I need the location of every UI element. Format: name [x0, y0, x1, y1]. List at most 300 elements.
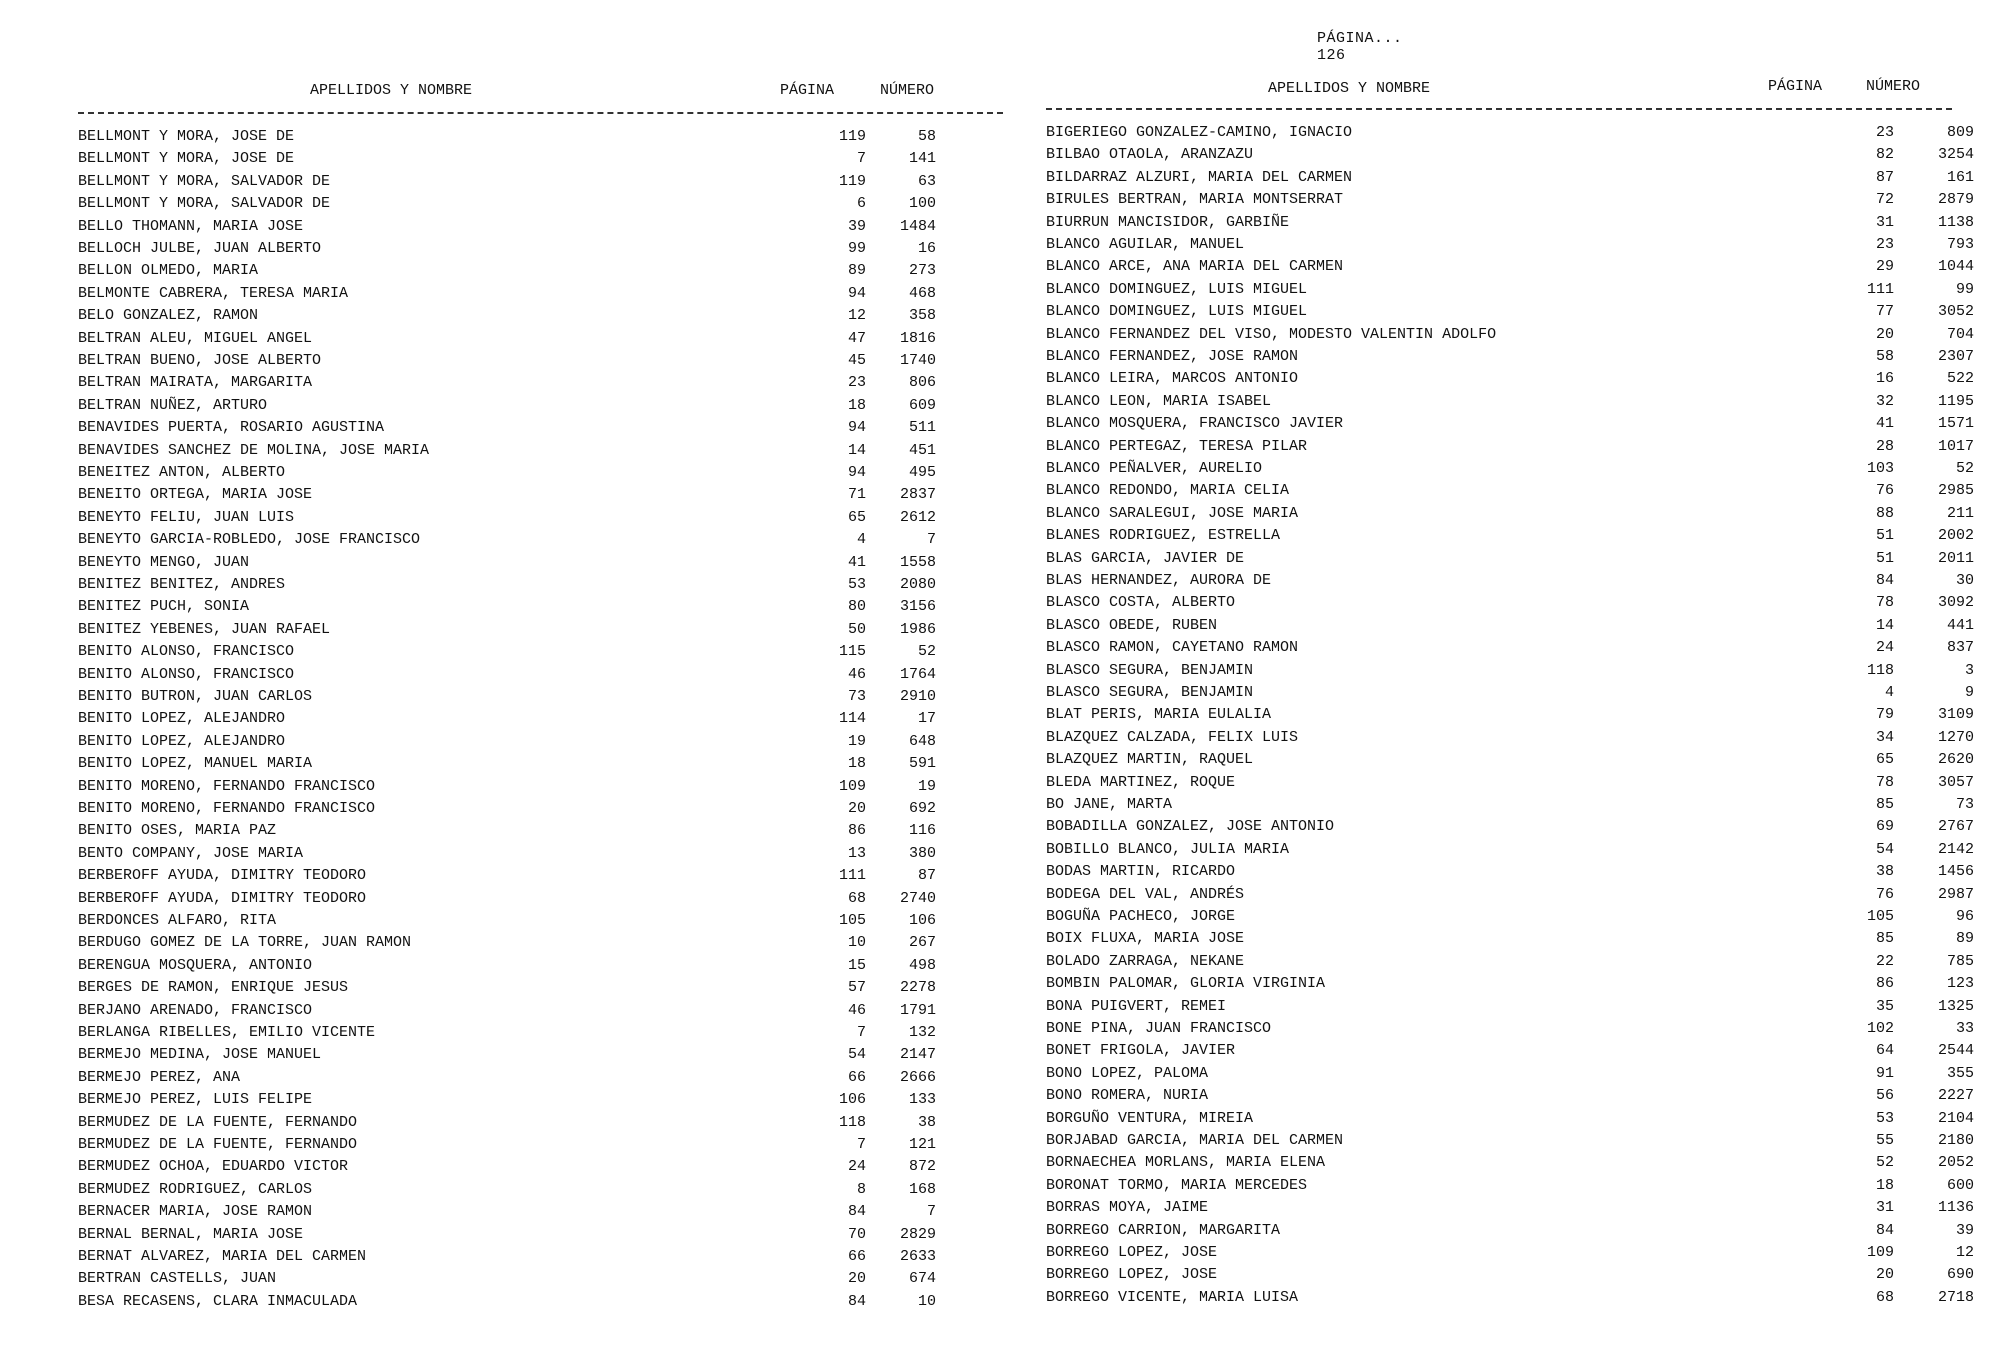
entry-name: BILBAO OTAOLA, ARANZAZU — [1046, 146, 1254, 164]
entry-name: BENITO ALONSO, FRANCISCO — [78, 643, 295, 661]
entry-page: 77 — [1875, 303, 1894, 321]
entry-name: BELLO THOMANN, MARIA JOSE — [78, 217, 304, 235]
entry-name: BERGES DE RAMON, ENRIQUE JESUS — [78, 979, 349, 997]
entry-number: 648 — [908, 732, 936, 750]
entry-page: 76 — [1875, 885, 1894, 903]
entry-page: 15 — [847, 956, 866, 974]
entry-number: 3057 — [1937, 773, 1974, 791]
entry-page: 14 — [1875, 616, 1894, 634]
entry-name: BENITEZ PUCH, SONIA — [78, 598, 250, 616]
entry-page: 78 — [1875, 594, 1894, 612]
entry-number: 692 — [908, 800, 936, 817]
entry-page: 103 — [1866, 460, 1894, 477]
entry-page: 70 — [847, 1225, 866, 1243]
entry-page: 115 — [838, 643, 866, 661]
entry-name: BERNACER MARIA, JOSE RAMON — [78, 1203, 313, 1221]
entry-page: 86 — [847, 822, 866, 840]
entry-number: 1986 — [899, 620, 936, 638]
entry-name: BONE PINA, JUAN FRANCISCO — [1046, 1020, 1272, 1037]
entry-number: 2767 — [1937, 818, 1974, 836]
entry-page: 114 — [838, 710, 866, 728]
entry-number: 161 — [1946, 168, 1974, 186]
entry-page: 65 — [847, 508, 866, 526]
entry-page: 73 — [847, 688, 866, 705]
entry-page: 64 — [1875, 1042, 1894, 1060]
entry-number: 17 — [917, 710, 936, 728]
entry-page: 94 — [847, 464, 866, 481]
entry-name: BENITO LOPEZ, ALEJANDRO — [78, 732, 286, 750]
entry-number: 1195 — [1937, 392, 1974, 410]
entry-number: 2544 — [1937, 1042, 1974, 1060]
entry-name: BERDONCES ALFARO, RITA — [78, 912, 277, 929]
entry-name: BORREGO LOPEZ, JOSE — [1046, 1266, 1218, 1284]
entry-name: BENEYTO MENGO, JUAN — [78, 553, 250, 571]
entry-page: 18 — [1875, 1176, 1894, 1194]
entry-name: BOBILLO BLANCO, JULIA MARIA — [1046, 840, 1290, 858]
entry-number: 3 — [1964, 661, 1974, 679]
entry-page: 35 — [1875, 997, 1894, 1015]
entry-number: 2829 — [899, 1225, 936, 1243]
entry-number: 2879 — [1937, 191, 1974, 209]
entry-page: 23 — [1875, 236, 1894, 253]
entry-name: BELLMONT Y MORA, SALVADOR DE — [78, 172, 331, 190]
entry-number: 123 — [1946, 975, 1974, 993]
entry-page: 53 — [1875, 1109, 1894, 1127]
entry-name: BONA PUIGVERT, REMEI — [1046, 997, 1227, 1015]
entry-name: BONO ROMERA, NURIA — [1046, 1087, 1209, 1105]
entry-page: 7 — [856, 1136, 866, 1153]
entry-page: 84 — [1875, 572, 1894, 589]
entry-page: 72 — [1875, 191, 1894, 209]
entry-name: BENITO LOPEZ, ALEJANDRO — [78, 710, 286, 728]
entry-name: BERBEROFF AYUDA, DIMITRY TEODORO — [78, 889, 367, 907]
entry-number: 211 — [1946, 504, 1974, 522]
entry-name: BENTO COMPANY, JOSE MARIA — [78, 844, 304, 862]
entry-name: BELMONTE CABRERA, TERESA MARIA — [78, 284, 349, 302]
entry-number: 7 — [926, 1203, 936, 1221]
entry-number: 96 — [1955, 908, 1974, 925]
entry-name: BLANCO PERTEGAZ, TERESA PILAR — [1046, 437, 1308, 455]
entry-name: BO JANE, MARTA — [1046, 796, 1173, 813]
entry-number: 1816 — [899, 329, 936, 347]
entry-name: BOLADO ZARRAGA, NEKANE — [1046, 952, 1245, 970]
entry-number: 511 — [908, 419, 936, 437]
entry-page: 118 — [1866, 661, 1894, 679]
entry-number: 2985 — [1937, 482, 1974, 500]
entry-name: BLAS HERNANDEZ, AURORA DE — [1046, 572, 1272, 589]
entry-name: BERNAT ALVAREZ, MARIA DEL CARMEN — [78, 1248, 367, 1265]
entry-name: BLAZQUEZ CALZADA, FELIX LUIS — [1046, 728, 1299, 746]
entry-number: 1270 — [1937, 728, 1974, 746]
entry-number: 3254 — [1937, 146, 1974, 164]
entry-number: 2718 — [1937, 1288, 1974, 1306]
entry-page: 91 — [1875, 1064, 1894, 1082]
entry-name: BERMUDEZ OCHOA, EDUARDO VICTOR — [78, 1158, 349, 1176]
left-header-page: PÁGINA — [780, 82, 835, 99]
entry-number: 39 — [1955, 1221, 1974, 1239]
entry-number: 2987 — [1937, 885, 1974, 903]
entry-name: BELLMONT Y MORA, JOSE DE — [78, 150, 295, 168]
entry-number: 690 — [1946, 1266, 1974, 1284]
entry-number: 52 — [917, 643, 936, 661]
entry-page: 66 — [847, 1248, 866, 1265]
entry-page: 99 — [847, 240, 866, 257]
entry-page: 78 — [1875, 773, 1894, 791]
entry-name: BLEDA MARTINEZ, ROQUE — [1046, 773, 1236, 791]
entry-name: BIRULES BERTRAN, MARIA MONTSERRAT — [1046, 191, 1344, 209]
entry-name: BERLANGA RIBELLES, EMILIO VICENTE — [78, 1024, 376, 1041]
entry-page: 56 — [1875, 1087, 1894, 1105]
entry-name: BLANES RODRIGUEZ, ESTRELLA — [1046, 527, 1281, 545]
entry-number: 591 — [908, 755, 936, 773]
entry-number: 19 — [917, 777, 936, 795]
entry-name: BELO GONZALEZ, RAMON — [78, 307, 259, 325]
entry-number: 1017 — [1937, 437, 1974, 455]
entry-page: 84 — [847, 1292, 866, 1310]
entry-page: 119 — [838, 172, 866, 190]
entry-number: 498 — [908, 956, 936, 974]
entry-page: 111 — [838, 867, 866, 885]
entry-name: BOMBIN PALOMAR, GLORIA VIRGINIA — [1046, 975, 1326, 993]
entry-number: 7 — [926, 531, 936, 549]
entry-name: BORRAS MOYA, JAIME — [1046, 1199, 1209, 1217]
entry-name: BERENGUA MOSQUERA, ANTONIO — [78, 956, 313, 974]
entry-name: BIURRUN MANCISIDOR, GARBIÑE — [1046, 213, 1290, 231]
entry-page: 79 — [1875, 706, 1894, 724]
entry-name: BLANCO SARALEGUI, JOSE MARIA — [1046, 504, 1299, 522]
entry-number: 2910 — [899, 688, 936, 705]
entry-number: 38 — [917, 1113, 936, 1131]
entry-number: 674 — [908, 1270, 936, 1288]
entry-number: 3052 — [1937, 303, 1974, 321]
entry-number: 872 — [908, 1158, 936, 1176]
entry-number: 87 — [917, 867, 936, 885]
entry-page: 106 — [838, 1091, 866, 1109]
entry-page: 84 — [847, 1203, 866, 1221]
entry-page: 71 — [847, 486, 866, 504]
entry-page: 29 — [1875, 258, 1894, 276]
entry-number: 785 — [1946, 952, 1974, 970]
entry-name: BORNAECHEA MORLANS, MARIA ELENA — [1046, 1154, 1326, 1172]
entry-page: 22 — [1875, 952, 1894, 970]
entry-page: 45 — [847, 352, 866, 369]
entry-name: BORONAT TORMO, MARIA MERCEDES — [1046, 1176, 1308, 1194]
entry-name: BELLON OLMEDO, MARIA — [78, 262, 259, 280]
entry-number: 2837 — [899, 486, 936, 504]
entry-page: 54 — [1875, 840, 1894, 858]
entry-page: 65 — [1875, 751, 1894, 769]
entry-name: BONO LOPEZ, PALOMA — [1046, 1064, 1209, 1082]
entry-number: 358 — [908, 307, 936, 325]
entry-page: 105 — [1866, 908, 1894, 925]
entry-page: 82 — [1875, 146, 1894, 164]
entry-page: 58 — [1875, 348, 1894, 365]
entry-name: BENEITEZ ANTON, ALBERTO — [78, 464, 286, 481]
entry-page: 47 — [847, 329, 866, 347]
entry-name: BERMUDEZ RODRIGUEZ, CARLOS — [78, 1180, 313, 1198]
right-header-name: APELLIDOS Y NOMBRE — [1268, 80, 1431, 97]
entry-number: 809 — [1946, 124, 1974, 141]
entry-number: 121 — [908, 1136, 936, 1153]
entry-number: 1484 — [899, 217, 936, 235]
entry-page: 54 — [847, 1046, 866, 1064]
entry-number: 1740 — [899, 352, 936, 369]
entry-page: 19 — [847, 732, 866, 750]
entry-number: 2227 — [1937, 1087, 1974, 1105]
entry-number: 1764 — [899, 665, 936, 683]
entry-name: BERJANO ARENADO, FRANCISCO — [78, 1001, 313, 1019]
entry-name: BELLMONT Y MORA, SALVADOR DE — [78, 195, 331, 213]
entry-page: 7 — [856, 150, 866, 168]
entry-number: 1456 — [1937, 863, 1974, 881]
entry-number: 2080 — [899, 576, 936, 593]
entry-page: 23 — [1875, 124, 1894, 141]
entry-page: 20 — [1875, 325, 1894, 343]
entry-number: 2011 — [1937, 549, 1974, 567]
entry-page: 119 — [838, 128, 866, 145]
left-header-number: NÚMERO — [880, 82, 935, 99]
entry-number: 441 — [1946, 616, 1974, 634]
entry-name: BLAZQUEZ MARTIN, RAQUEL — [1046, 751, 1254, 769]
entry-page: 111 — [1866, 280, 1894, 298]
entry-page: 68 — [1875, 1288, 1894, 1306]
entry-number: 63 — [917, 172, 936, 190]
entry-number: 2147 — [899, 1046, 936, 1064]
entry-name: BLAT PERIS, MARIA EULALIA — [1046, 706, 1272, 724]
entry-number: 600 — [1946, 1176, 1974, 1194]
entry-page: 50 — [847, 620, 866, 638]
entry-name: BORREGO LOPEZ, JOSE — [1046, 1244, 1218, 1261]
entry-name: BENITO ALONSO, FRANCISCO — [78, 665, 295, 683]
entry-number: 3156 — [899, 598, 936, 616]
entry-name: BENEYTO FELIU, JUAN LUIS — [78, 508, 295, 526]
entry-name: BENITO OSES, MARIA PAZ — [78, 822, 277, 840]
entry-number: 12 — [1955, 1244, 1974, 1261]
right-header-divider — [1046, 108, 1952, 110]
entry-number: 73 — [1955, 796, 1974, 813]
entry-number: 1571 — [1937, 415, 1974, 433]
entry-page: 6 — [856, 195, 866, 213]
entry-page: 84 — [1875, 1221, 1894, 1239]
entry-page: 51 — [1875, 527, 1894, 545]
entry-number: 3109 — [1937, 706, 1974, 724]
entry-number: 267 — [908, 934, 936, 952]
entry-number: 704 — [1946, 325, 1974, 343]
entry-page: 16 — [1875, 370, 1894, 388]
entry-name: BENAVIDES PUERTA, ROSARIO AGUSTINA — [78, 419, 385, 437]
entry-name: BELLMONT Y MORA, JOSE DE — [78, 128, 295, 145]
entry-name: BODAS MARTIN, RICARDO — [1046, 863, 1236, 881]
entry-name: BENAVIDES SANCHEZ DE MOLINA, JOSE MARIA — [78, 441, 430, 459]
entry-number: 2002 — [1937, 527, 1974, 545]
left-header-divider — [78, 112, 1003, 114]
entry-name: BLASCO SEGURA, BENJAMIN — [1046, 661, 1254, 679]
entry-number: 2052 — [1937, 1154, 1974, 1172]
entry-name: BERTRAN CASTELLS, JUAN — [78, 1270, 277, 1288]
entry-name: BLASCO OBEDE, RUBEN — [1046, 616, 1218, 634]
entry-number: 2633 — [899, 1248, 936, 1265]
entry-number: 2142 — [1937, 840, 1974, 858]
entry-page: 7 — [856, 1024, 866, 1041]
entry-number: 116 — [908, 822, 936, 840]
entry-number: 9 — [1964, 684, 1974, 701]
entry-page: 18 — [847, 755, 866, 773]
entry-number: 1325 — [1937, 997, 1974, 1015]
entry-number: 1138 — [1937, 213, 1974, 231]
entry-page: 12 — [847, 307, 866, 325]
entry-page: 52 — [1875, 1154, 1894, 1172]
entry-page: 32 — [1875, 392, 1894, 410]
entry-name: BELTRAN NUÑEZ, ARTURO — [78, 396, 268, 414]
page-header-number: 126 — [1317, 47, 1346, 64]
entry-number: 380 — [908, 844, 936, 862]
left-header-name: APELLIDOS Y NOMBRE — [310, 82, 473, 99]
entry-name: BENEITO ORTEGA, MARIA JOSE — [78, 486, 313, 504]
entry-page: 24 — [1875, 639, 1894, 657]
entry-page: 20 — [847, 800, 866, 817]
entry-page: 46 — [847, 665, 866, 683]
entry-name: BLANCO DOMINGUEZ, LUIS MIGUEL — [1046, 303, 1308, 321]
entry-page: 38 — [1875, 863, 1894, 881]
entry-page: 4 — [1884, 684, 1894, 701]
entry-name: BELTRAN ALEU, MIGUEL ANGEL — [78, 329, 313, 347]
entry-number: 2307 — [1937, 348, 1974, 365]
entry-number: 1558 — [899, 553, 936, 571]
entry-page: 13 — [847, 844, 866, 862]
entry-number: 522 — [1946, 370, 1974, 388]
entry-number: 100 — [908, 195, 936, 213]
entry-name: BERMUDEZ DE LA FUENTE, FERNANDO — [78, 1113, 358, 1131]
entry-number: 495 — [908, 464, 936, 481]
entry-page: 105 — [838, 912, 866, 929]
entry-page: 51 — [1875, 549, 1894, 567]
entry-name: BLANCO DOMINGUEZ, LUIS MIGUEL — [1046, 280, 1308, 298]
entry-page: 55 — [1875, 1132, 1894, 1149]
entry-page: 109 — [838, 777, 866, 795]
entry-page: 31 — [1875, 213, 1894, 231]
entry-number: 355 — [1946, 1064, 1974, 1082]
entry-name: BLANCO REDONDO, MARIA CELIA — [1046, 482, 1290, 500]
entry-name: BLASCO COSTA, ALBERTO — [1046, 594, 1236, 612]
entry-page: 23 — [847, 374, 866, 392]
entry-page: 20 — [847, 1270, 866, 1288]
entry-name: BILDARRAZ ALZURI, MARIA DEL CARMEN — [1046, 168, 1353, 186]
entry-number: 2666 — [899, 1068, 936, 1086]
entry-page: 31 — [1875, 1199, 1894, 1217]
entry-name: BERMEJO PEREZ, LUIS FELIPE — [78, 1091, 313, 1109]
entry-page: 88 — [1875, 504, 1894, 522]
entry-page: 8 — [856, 1180, 866, 1198]
entry-page: 109 — [1866, 1244, 1894, 1261]
entry-number: 468 — [908, 284, 936, 302]
entry-name: BONET FRIGOLA, JAVIER — [1046, 1042, 1236, 1060]
entry-page: 68 — [847, 889, 866, 907]
entry-name: BORREGO CARRION, MARGARITA — [1046, 1221, 1281, 1239]
entry-name: BORGUÑO VENTURA, MIREIA — [1046, 1109, 1254, 1127]
entry-name: BERBEROFF AYUDA, DIMITRY TEODORO — [78, 867, 367, 885]
entry-name: BLANCO LEIRA, MARCOS ANTONIO — [1046, 370, 1299, 388]
entry-name: BLANCO LEON, MARIA ISABEL — [1046, 392, 1272, 410]
entry-number: 133 — [908, 1091, 936, 1109]
entry-name: BERMEJO MEDINA, JOSE MANUEL — [78, 1046, 322, 1064]
entry-page: 53 — [847, 576, 866, 593]
page-header — [1298, 13, 1403, 64]
entry-number: 1136 — [1937, 1199, 1974, 1217]
entry-number: 2620 — [1937, 751, 1974, 769]
entry-number: 793 — [1946, 236, 1974, 253]
entry-number: 837 — [1946, 639, 1974, 657]
entry-number: 2180 — [1937, 1132, 1974, 1149]
entry-name: BENITO BUTRON, JUAN CARLOS — [78, 688, 313, 705]
entry-number: 33 — [1955, 1020, 1974, 1037]
entry-number: 806 — [908, 374, 936, 392]
entry-number: 16 — [917, 240, 936, 257]
entry-name: BLANCO FERNANDEZ DEL VISO, MODESTO VALENTIN ADOLFO — [1046, 325, 1497, 343]
entry-page: 102 — [1866, 1020, 1894, 1037]
entry-number: 30 — [1955, 572, 1974, 589]
entry-name: BERNAL BERNAL, MARIA JOSE — [78, 1225, 304, 1243]
entry-name: BORREGO VICENTE, MARIA LUISA — [1046, 1288, 1299, 1306]
entry-page: 76 — [1875, 482, 1894, 500]
right-header-page: PÁGINA — [1768, 78, 1823, 95]
entry-name: BLAS GARCIA, JAVIER DE — [1046, 549, 1245, 567]
entry-page: 39 — [847, 217, 866, 235]
right-header-number: NÚMERO — [1866, 78, 1921, 95]
entry-number: 132 — [908, 1024, 936, 1041]
entry-number: 1044 — [1937, 258, 1974, 276]
entry-page: 14 — [847, 441, 866, 459]
entry-name: BOBADILLA GONZALEZ, JOSE ANTONIO — [1046, 818, 1335, 836]
entry-page: 46 — [847, 1001, 866, 1019]
entry-name: BOGUÑA PACHECO, JORGE — [1046, 908, 1236, 925]
entry-name: BENITO LOPEZ, MANUEL MARIA — [78, 755, 313, 773]
entry-name: BLASCO RAMON, CAYETANO RAMON — [1046, 639, 1299, 657]
entry-number: 2740 — [899, 889, 936, 907]
entry-name: BLASCO SEGURA, BENJAMIN — [1046, 684, 1254, 701]
entry-name: BELTRAN BUENO, JOSE ALBERTO — [78, 352, 322, 369]
entry-page: 20 — [1875, 1266, 1894, 1284]
entry-page: 85 — [1875, 796, 1894, 813]
entry-page: 87 — [1875, 168, 1894, 186]
entry-name: BENITO MORENO, FERNANDO FRANCISCO — [78, 800, 376, 817]
entry-name: BENITEZ BENITEZ, ANDRES — [78, 576, 286, 593]
entry-name: BLANCO AGUILAR, MANUEL — [1046, 236, 1245, 253]
entry-page: 41 — [1875, 415, 1894, 433]
entry-name: BORJABAD GARCIA, MARIA DEL CARMEN — [1046, 1132, 1344, 1149]
entry-name: BERMUDEZ DE LA FUENTE, FERNANDO — [78, 1136, 358, 1153]
entry-page: 41 — [847, 553, 866, 571]
entry-number: 89 — [1955, 930, 1974, 948]
entry-number: 273 — [908, 262, 936, 280]
entry-number: 3092 — [1937, 594, 1974, 612]
entry-page: 69 — [1875, 818, 1894, 836]
entry-number: 99 — [1955, 280, 1974, 298]
entry-number: 2104 — [1937, 1109, 1974, 1127]
entry-number: 2612 — [899, 508, 936, 526]
entry-number: 609 — [908, 396, 936, 414]
entry-page: 94 — [847, 284, 866, 302]
entry-name: BERMEJO PEREZ, ANA — [78, 1068, 241, 1086]
entry-name: BIGERIEGO GONZALEZ-CAMINO, IGNACIO — [1046, 124, 1353, 141]
entry-number: 451 — [908, 441, 936, 459]
entry-name: BOIX FLUXA, MARIA JOSE — [1046, 930, 1245, 948]
entry-page: 4 — [856, 531, 866, 549]
entry-page: 24 — [847, 1158, 866, 1176]
entry-page: 80 — [847, 598, 866, 616]
entry-page: 118 — [838, 1113, 866, 1131]
entry-page: 86 — [1875, 975, 1894, 993]
entry-page: 28 — [1875, 437, 1894, 455]
